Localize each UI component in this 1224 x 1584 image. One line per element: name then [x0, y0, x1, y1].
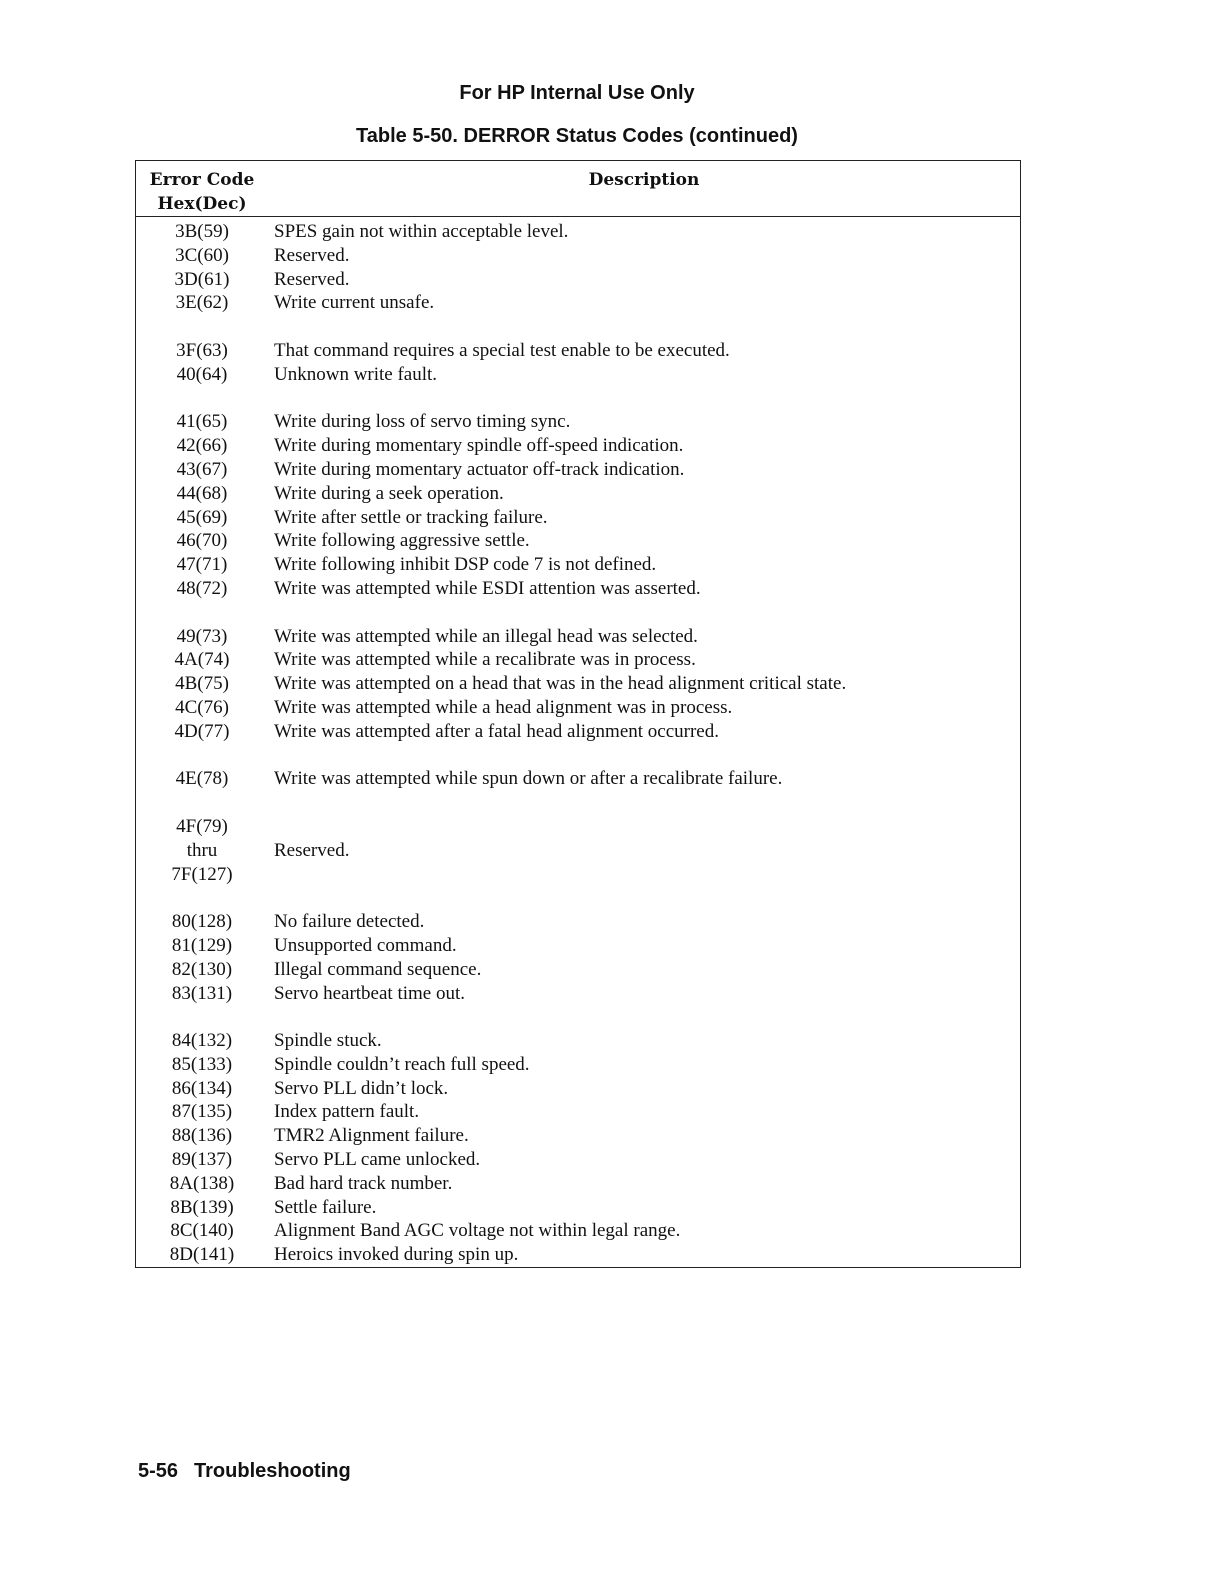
error-code-cell [136, 244, 268, 268]
table-row [136, 672, 1020, 696]
error-code-text: 8B(139) [170, 1196, 234, 1218]
error-code-text: 86(134) [171, 1077, 233, 1099]
error-code-cell [136, 982, 268, 1006]
table-row [136, 1124, 1020, 1148]
error-code-header-line1: Error Code [149, 170, 255, 190]
table-row [136, 363, 1020, 387]
error-code-cell [136, 291, 268, 315]
description-cell: Write was attempted while a head alignment was in process. [274, 696, 733, 718]
description-cell: Write was attempted while spun down or after a recalibrate failure. [274, 768, 783, 790]
description-cell: Write was attempted on a head that was in the head alignment critical state. [274, 673, 847, 695]
error-code-text: 48(72) [176, 577, 228, 599]
error-code-cell [136, 648, 268, 672]
error-code-text: 46(70) [176, 530, 228, 552]
description-cell: Alignment Band AGC voltage not within legal range. [274, 1220, 681, 1242]
error-code-text: 84(132) [171, 1030, 233, 1052]
table-row [136, 1029, 1020, 1053]
error-code-cell [136, 1219, 268, 1243]
error-code-cell [136, 363, 268, 387]
table-row [136, 1219, 1020, 1243]
error-code-cell [136, 268, 268, 292]
description-cell: SPES gain not within acceptable level. [274, 221, 569, 242]
page-footer [138, 1460, 351, 1483]
error-code-cell [136, 1196, 268, 1220]
error-code-text: 8D(141) [169, 1244, 235, 1266]
table-row [136, 1053, 1020, 1077]
row-group [136, 815, 1020, 886]
description-cell: Write during momentary actuator off-track indication. [274, 458, 685, 480]
description-cell: TMR2 Alignment failure. [274, 1125, 469, 1147]
error-code-text: 82(130) [171, 958, 233, 980]
row-group [136, 767, 1020, 791]
error-code-cell [136, 553, 268, 577]
table-row [136, 458, 1020, 482]
row-group [136, 910, 1020, 1005]
error-code-text: 87(135) [171, 1101, 233, 1123]
error-code-text: 3C(60) [175, 244, 229, 266]
error-code-text: 4D(77) [174, 720, 230, 742]
row-group [136, 220, 1020, 315]
description-cell: Write during loss of servo timing sync. [274, 411, 571, 433]
error-code-text: 85(133) [171, 1053, 233, 1075]
description-cell: Write following aggressive settle. [274, 530, 530, 552]
description-cell: No failure detected. [274, 911, 425, 933]
error-code-text: 3E(62) [175, 292, 229, 314]
description-cell: Write during a seek operation. [274, 482, 504, 504]
status-codes-table [135, 160, 1021, 1268]
error-code-cell [136, 767, 268, 791]
description-cell: Spindle couldn’t reach full speed. [274, 1053, 530, 1075]
description-cell: Unknown write fault. [274, 363, 438, 385]
description-cell: Write during momentary spindle off-speed indication. [274, 435, 684, 457]
description-cell: Heroics invoked during spin up. [274, 1244, 519, 1266]
table-row [136, 1196, 1020, 1220]
error-code-cell [136, 1077, 268, 1101]
description-cell: Write was attempted while an illegal head was selected. [274, 625, 698, 647]
error-code-cell [136, 815, 268, 886]
table-row [136, 410, 1020, 434]
error-code-cell [136, 934, 268, 958]
table-row [136, 815, 1020, 886]
section-name: Troubleshooting [194, 1460, 351, 1482]
error-code-text: 4E(78) [175, 768, 229, 790]
table-row [136, 291, 1020, 315]
description-cell: Illegal command sequence. [274, 958, 482, 980]
row-group [136, 339, 1020, 387]
table-row [136, 767, 1020, 791]
table-row [136, 982, 1020, 1006]
error-code-cell [136, 434, 268, 458]
error-code-header-line2: Hex(Dec) [157, 194, 247, 214]
error-code-cell [136, 220, 268, 244]
error-code-text: 8C(140) [170, 1220, 234, 1242]
error-code-cell [136, 672, 268, 696]
error-code-text: 3F(63) [176, 339, 228, 361]
table-row [136, 268, 1020, 292]
description-cell: Servo PLL didn’t lock. [274, 1077, 449, 1099]
table-row [136, 220, 1020, 244]
table-row [136, 1243, 1020, 1267]
error-code-cell [136, 1124, 268, 1148]
error-code-text: 4A(74) [174, 649, 230, 671]
error-code-cell [136, 720, 268, 744]
row-group [136, 410, 1020, 600]
row-group [136, 1029, 1020, 1267]
error-code-text: 40(64) [176, 363, 228, 385]
description-cell: Reserved. [274, 244, 350, 266]
internal-use-banner: For HP Internal Use Only [459, 82, 695, 104]
description-cell: Write following inhibit DSP code 7 is not defined. [274, 554, 657, 576]
table-row [136, 1148, 1020, 1172]
description-cell: Bad hard track number. [274, 1172, 453, 1194]
description-cell: Unsupported command. [274, 934, 457, 956]
description-column-header: Description [588, 170, 700, 190]
error-code-text: 42(66) [176, 435, 228, 457]
row-group [136, 625, 1020, 744]
table-row [136, 1172, 1020, 1196]
error-code-text: 45(69) [176, 506, 228, 528]
error-code-text: 89(137) [171, 1149, 233, 1171]
error-code-cell [136, 458, 268, 482]
description-cell: Write was attempted while a recalibrate was in process. [274, 649, 696, 671]
table-row [136, 434, 1020, 458]
table-row [136, 720, 1020, 744]
table-row [136, 934, 1020, 958]
error-code-text: 47(71) [176, 554, 228, 576]
error-code-cell [136, 1053, 268, 1077]
table-row [136, 244, 1020, 268]
error-code-text: 43(67) [176, 458, 228, 480]
error-code-text: 4B(75) [175, 673, 229, 695]
error-code-text: 81(129) [171, 934, 233, 956]
description-cell: Settle failure. [274, 1196, 377, 1218]
table-row [136, 1077, 1020, 1101]
table-row [136, 910, 1020, 934]
error-code-cell [136, 958, 268, 982]
error-code-cell [136, 1029, 268, 1053]
description-cell: Index pattern fault. [274, 1101, 420, 1123]
description-cell: Write after settle or tracking failure. [274, 506, 548, 528]
error-code-cell [136, 910, 268, 934]
error-code-cell [136, 577, 268, 601]
table-row [136, 625, 1020, 649]
error-code-cell [136, 339, 268, 363]
description-cell: Write current unsafe. [274, 292, 435, 314]
error-code-cell [136, 1243, 268, 1267]
table-row [136, 577, 1020, 601]
error-code-text: 83(131) [171, 982, 233, 1004]
error-code-text: 80(128) [171, 911, 233, 933]
error-code-cell [136, 625, 268, 649]
error-code-text: 41(65) [176, 411, 228, 433]
description-cell: Write was attempted while ESDI attention was asserted. [274, 577, 701, 599]
table-row [136, 696, 1020, 720]
error-code-text: 3D(61) [174, 268, 230, 290]
table-header [136, 161, 1020, 217]
error-code-cell [136, 1148, 268, 1172]
table-row [136, 482, 1020, 506]
description-cell: Servo heartbeat time out. [274, 982, 465, 1004]
error-code-cell [136, 482, 268, 506]
error-code-text: 4F(79) [176, 815, 228, 837]
table-row [136, 553, 1020, 577]
error-code-cell [136, 506, 268, 530]
error-code-column-header [136, 168, 268, 216]
table-row [136, 339, 1020, 363]
table-row [136, 958, 1020, 982]
error-code-text: 44(68) [176, 482, 228, 504]
error-code-text: 49(73) [176, 625, 228, 647]
table-body [136, 217, 1020, 1267]
description-cell: That command requires a special test enable to be executed. [274, 339, 730, 361]
error-code-text: 7F(127) [171, 863, 233, 885]
error-code-text: 88(136) [171, 1125, 233, 1147]
error-code-text: 3B(59) [175, 221, 229, 242]
error-code-cell [136, 1100, 268, 1124]
error-code-cell [136, 696, 268, 720]
error-code-cell [136, 410, 268, 434]
page-number: 5-56 [138, 1460, 179, 1482]
description-cell: Spindle stuck. [274, 1030, 382, 1052]
error-code-text: 4C(76) [175, 696, 229, 718]
table-row [136, 1100, 1020, 1124]
error-code-text: thru [186, 839, 218, 861]
table-row [136, 648, 1020, 672]
error-code-text: 8A(138) [169, 1172, 235, 1194]
table-row [136, 529, 1020, 553]
description-cell: Servo PLL came unlocked. [274, 1149, 481, 1171]
error-code-cell [136, 529, 268, 553]
error-code-cell [136, 1172, 268, 1196]
description-cell: Reserved. [274, 268, 350, 290]
table-row [136, 506, 1020, 530]
description-cell: Write was attempted after a fatal head alignment occurred. [274, 720, 719, 742]
table-caption: Table 5-50. DERROR Status Codes (continued) [356, 125, 798, 147]
description-cell: Reserved. [274, 839, 350, 861]
